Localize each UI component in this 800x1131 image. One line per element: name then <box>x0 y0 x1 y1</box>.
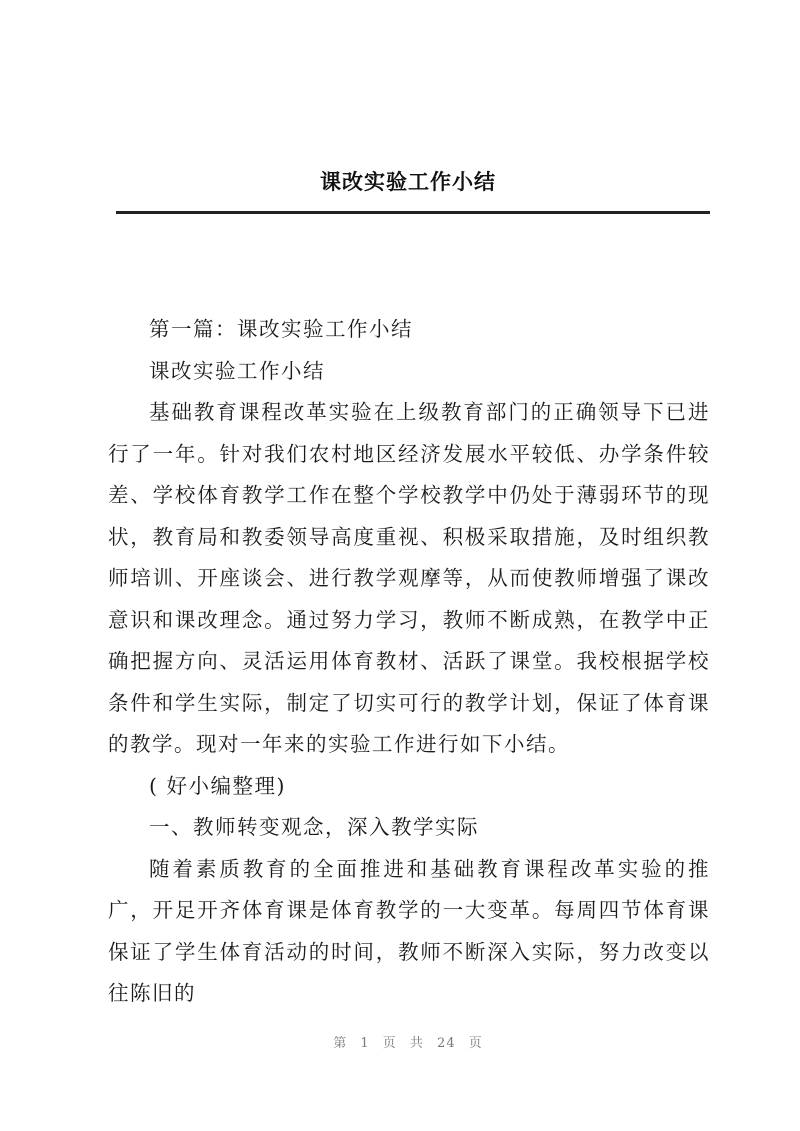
section-heading: 第一篇：课改实验工作小结 <box>149 317 413 341</box>
title-divider <box>116 211 710 214</box>
subtitle: 课改实验工作小结 <box>149 358 325 383</box>
editor-note: ( 好小编整理) <box>149 773 287 798</box>
body-paragraph: 随着素质教育的全面推进和基础教育课程改革实验的推广，开足开齐体育课是体育教学的一大变革。每周四节体育课保证了学生体育活动的时间，教师不断深入实际，努力改变以往陈旧的 <box>108 856 710 1005</box>
section-heading: 一、教师转变观念，深入教学实际 <box>149 815 479 839</box>
body-paragraph: 基础教育课程改革实验在上级教育部门的正确领导下已进行了一年。针对我们农村地区经济发展水平较低、办学条件较差、学校体育教学工作在整个学校教学中仍处于薄弱环节的现状，教育局和教委领导高度重视、积极采取措施，及时组织教师培训、开座谈会、进行教学观摩等，从而使教师增强了课改意识和课改理念。通过努力学习，教师不断成熟，在教学中正确把握方向、灵活运用体育教材、活跃了课堂。我校根据学校条件和学生实际，制定了切实可行的教学计划，保证了体育课的教学。现对一年来的实验工作进行如下小结。 <box>108 400 710 756</box>
page-title: 课改实验工作小结 <box>320 169 496 194</box>
document-body <box>108 309 710 1015</box>
page-number: 第 1 页 共 24 页 <box>333 1036 483 1051</box>
